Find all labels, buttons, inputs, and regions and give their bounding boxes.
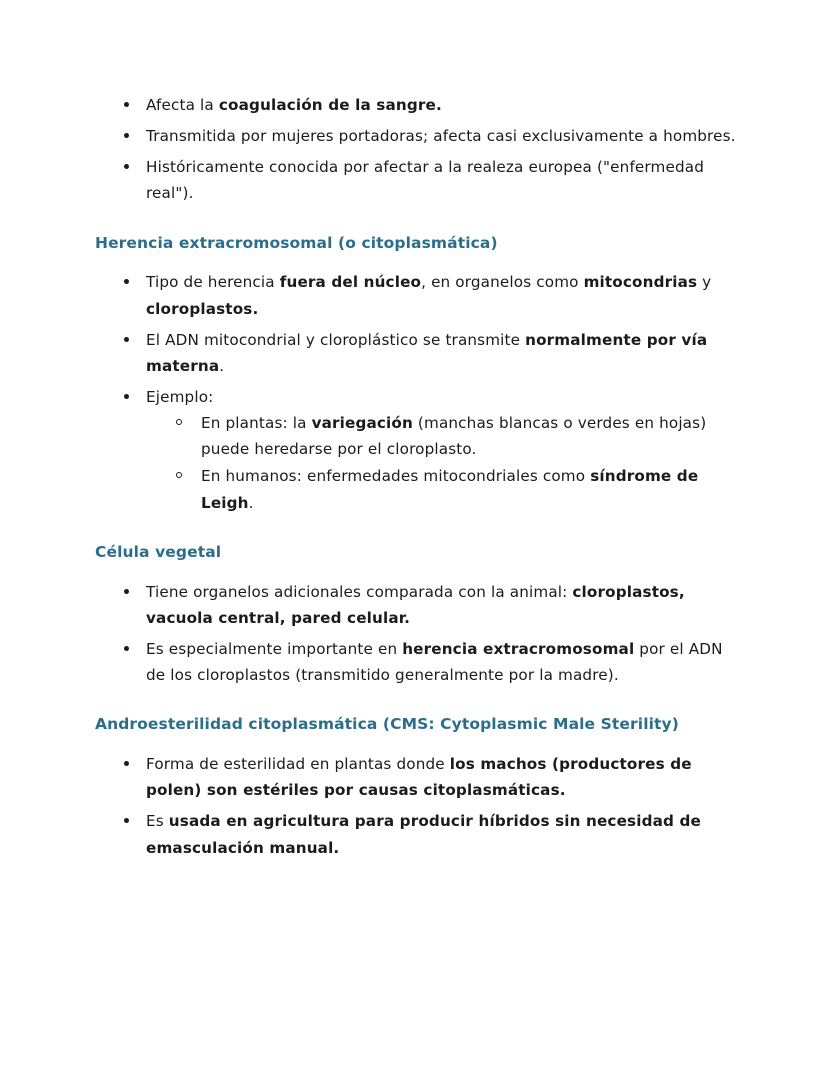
list-item [95,269,740,321]
text-run: Tipo de herencia [146,273,280,292]
text-run-bold: variegación [311,414,413,433]
text-run-bold: coagulación de la sangre. [218,96,442,114]
text-run: Transmitida por mujeres portadoras; afecta casi exclusivamente a hombres. [146,127,736,146]
sub-list-item [146,410,740,462]
text-run-bold: herencia extracromosomal [402,639,635,658]
sub-list-item [146,463,740,515]
list-item [95,579,740,631]
text-run: Es especialmente importante en [146,639,403,658]
text-run: Afecta la [146,96,219,114]
text-run: El ADN mitocondrial y cloroplástico se transmite [146,330,526,349]
bullet-list [95,92,740,207]
section-heading: Célula vegetal [95,542,222,561]
text-run-bold: mitocondrias [583,273,698,292]
text-run: En humanos: enfermedades mitocondriales como [201,467,591,486]
list-item [95,751,740,803]
list-item [95,808,740,860]
text-run: (manchas blancas o verdes en hojas) puede heredarse por el cloroplasto. [201,414,712,459]
text-run: por el ADN de los cloroplastos (transmitido generalmente por la madre). [146,639,728,685]
bullet-list [95,579,740,689]
text-run: . [248,493,254,512]
text-run: Forma de esterilidad en plantas donde [146,755,450,774]
text-run-bold: cloroplastos, vacuola central, pared celular. [146,582,691,627]
section-heading: Androesterilidad citoplasmática (CMS: Cytoplasmic Male Sterility) [95,715,679,734]
text-run: Es [146,812,169,831]
text-run-bold: síndrome de Leigh [201,467,704,512]
text-run-bold: fuera del núcleo [279,273,422,292]
text-run-bold: los machos (productores de polen) son estériles por causas citoplasmáticas. [146,755,698,800]
list-item [95,92,740,118]
bullet-list [95,751,740,861]
text-run: Ejemplo: [146,388,214,407]
list-item [95,327,740,379]
document-content [95,92,740,866]
bullet-list [95,269,740,515]
list-item [95,384,740,516]
sub-bullet-list [146,410,740,516]
text-run: Históricamente conocida por afectar a la realeza europea ("enfermedad real"). [146,158,710,203]
list-item [95,636,740,688]
text-run: Tiene organelos adicionales comparada con la animal: [146,582,573,601]
text-run: En plantas: la [201,414,312,433]
text-run: , en organelos como [421,273,584,292]
text-run-bold: usada en agricultura para producir híbridos sin necesidad de emasculación manual. [146,812,707,857]
text-run-bold: normalmente por vía materna [146,330,713,375]
text-run: y [697,273,717,292]
text-run-bold: cloroplastos. [146,299,259,318]
list-item [95,123,740,149]
list-item [95,154,740,206]
section-heading: Herencia extracromosomal (o citoplasmática) [95,233,498,252]
text-run: . [219,356,225,375]
